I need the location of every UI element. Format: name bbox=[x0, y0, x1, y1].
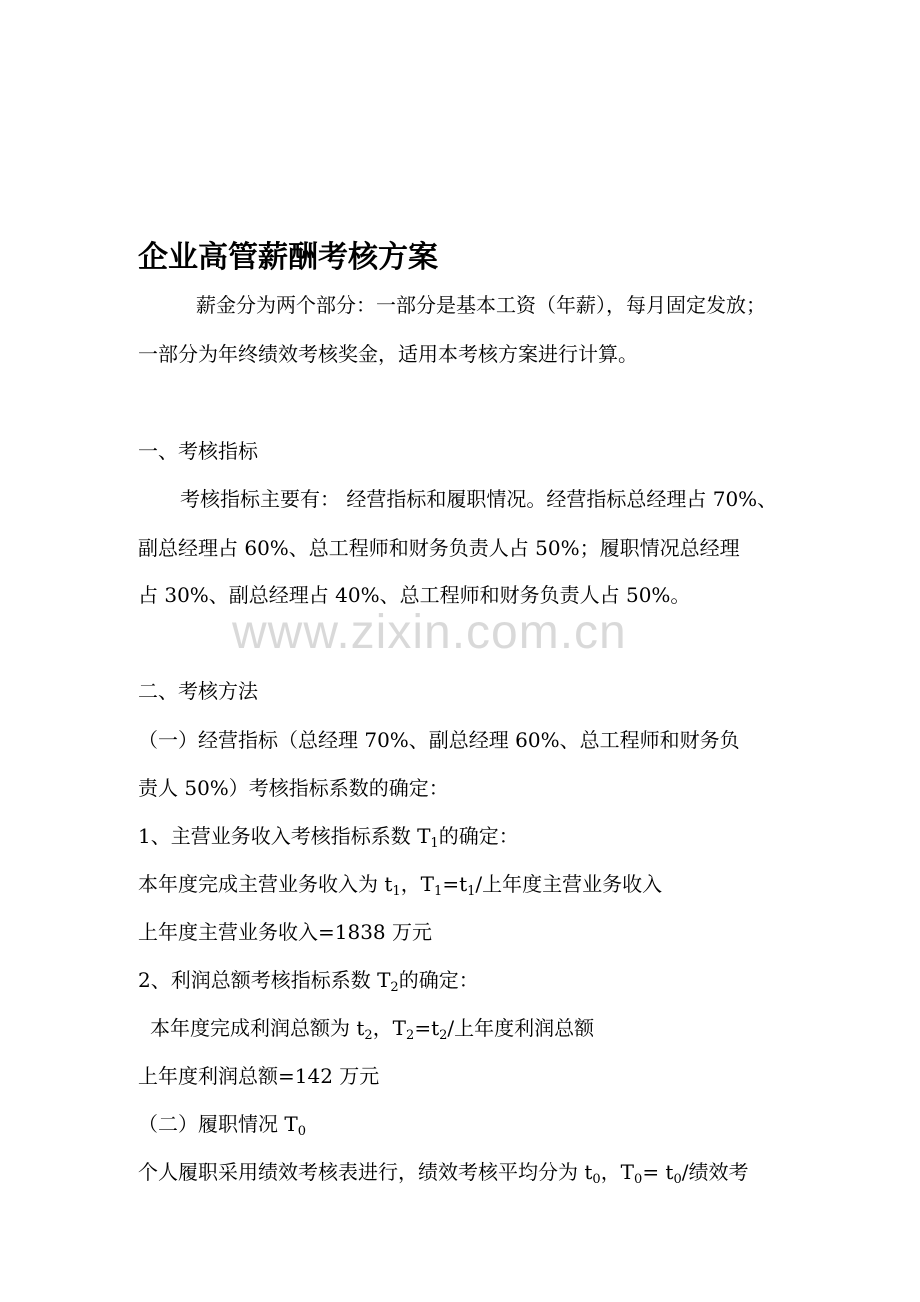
section2-sub1-line-2: 责人 50%）考核指标系数的确定： bbox=[138, 776, 449, 800]
section2-sub2-heading: （二）履职情况 $T_0$ bbox=[138, 1112, 306, 1139]
section2-heading: 二、考核方法 bbox=[138, 679, 258, 703]
section1-line-3: 占 30%、副总经理占 40%、总工程师和财务负责人占 50%。 bbox=[138, 583, 691, 607]
page-title: 企业高管薪酬考核方案 bbox=[138, 240, 438, 275]
item2-formula: 本年度完成利润总额为 $t_2$，$T_2=t_2/$上年度利润总额 bbox=[150, 1016, 595, 1043]
section1-line-1: 考核指标主要有： 经营指标和履职情况。经营指标总经理占 70%、 bbox=[180, 487, 778, 511]
intro-line-1: 薪金分为两个部分：一部分是基本工资（年薪），每月固定发放； bbox=[196, 293, 766, 317]
item2-base-value: 上年度利润总额=142 万元 bbox=[138, 1064, 380, 1088]
item1-formula: 本年度完成主营业务收入为 $t_1$，$T_1=t_1/$上年度主营业务收入 bbox=[138, 872, 663, 899]
item2-heading: 2、利润总额考核指标系数 $T_2$的确定： bbox=[138, 968, 479, 995]
section1-line-2: 副总经理占 60%、总工程师和财务负责人占 50%；履职情况总经理 bbox=[138, 536, 740, 560]
section1-heading: 一、考核指标 bbox=[138, 439, 258, 463]
intro-line-2: 一部分为年终绩效考核奖金，适用本考核方案进行计算。 bbox=[138, 342, 638, 366]
section2-sub2-text: 个人履职采用绩效考核表进行，绩效考核平均分为 $t_0$，$T_0= t_0/$绩效考 bbox=[138, 1160, 749, 1187]
item1-heading: 1、主营业务收入考核指标系数 $T_1$的确定： bbox=[138, 824, 519, 851]
item1-base-value: 上年度主营业务收入=1838 万元 bbox=[138, 920, 433, 944]
watermark: www.zixin.com.cn bbox=[232, 606, 627, 659]
section2-sub1-line-1: （一）经营指标（总经理 70%、副总经理 60%、总工程师和财务负 bbox=[138, 728, 740, 752]
